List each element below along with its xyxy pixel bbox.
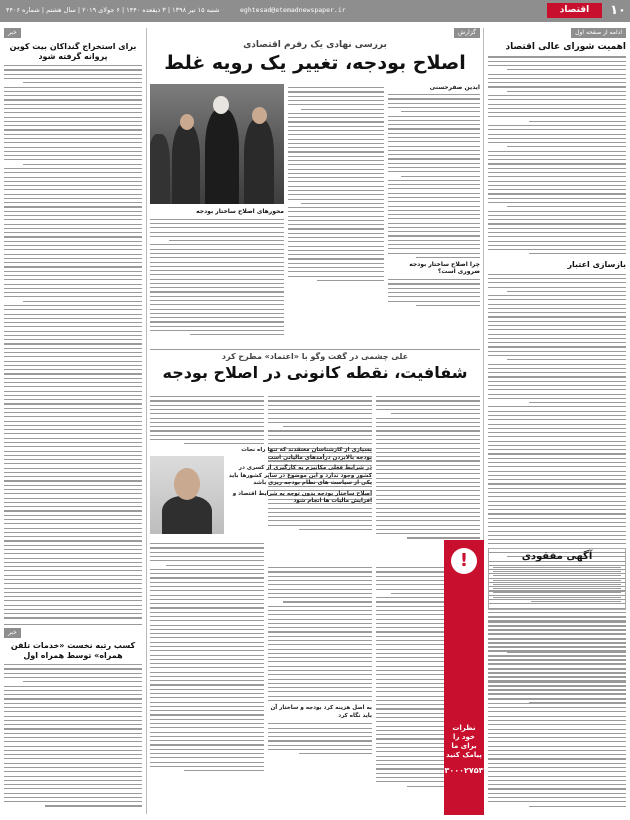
notice-body bbox=[488, 614, 626, 814]
sms-banner bbox=[444, 540, 484, 815]
center-kicker: بررسی نهادی یک رفرم اقتصادی bbox=[243, 40, 387, 50]
center-sub-2: محورهای اصلاح ساختار بودجه bbox=[196, 208, 284, 215]
cabinet-photo bbox=[150, 84, 284, 204]
left-headline-1: برای استخراج گنداکان بیت کوین پروانه گرفته شود bbox=[9, 42, 137, 61]
lost-notice-box bbox=[488, 548, 626, 610]
right-subhead: بازسازی اعتبار bbox=[567, 260, 626, 270]
section-title: اقتصاد bbox=[547, 3, 602, 18]
right-column-label: ادامه از صفحه اول bbox=[571, 28, 626, 38]
center-label: گزارش bbox=[454, 28, 480, 38]
header-dateline: شنبه ۱۵ تیر ۱۳۹۸ | ۳ ذیقعده ۱۴۴۰ | ۶ جولای ۲۰۱۹ | سال هشتم | شماره ۴۴۰۶ bbox=[6, 6, 220, 14]
interviewee-photo bbox=[150, 456, 224, 534]
interview-col6 bbox=[150, 540, 264, 814]
pull-quote-3: اصلاح ساختار بودجه بدون توجه به شرایط اقتصاد و افزایش مالیات ها انجام شود bbox=[232, 490, 372, 505]
center-body-col2 bbox=[288, 84, 384, 349]
left-label-1: خبر bbox=[4, 28, 21, 38]
left-headline-2: کسب رتبه نخست «خدمات تلفن همراه» توسط همراه اول bbox=[10, 641, 136, 660]
center-sub-3: چرا اصلاح ساختار بودجه ضروری است؟ bbox=[409, 260, 480, 276]
interview-kicker: علی چشمی در گفت وگو با «اعتماد» مطرح کرد bbox=[221, 352, 409, 361]
lost-notice-title: آگهی مفقودی bbox=[521, 551, 593, 562]
sms-number: ۳۰۰۰۲۷۵۳ bbox=[444, 766, 484, 776]
right-headline: اهمیت شورای عالی اقتصاد bbox=[505, 42, 626, 52]
info-circle-icon: ! bbox=[451, 548, 477, 574]
header-email: eghtesad@etemadnewspaper.ir bbox=[240, 6, 346, 14]
interview-headline-block bbox=[150, 352, 480, 392]
sms-text: نظرات خود را برای ما پیامک کنید bbox=[446, 724, 482, 760]
center-body-col3 bbox=[150, 208, 284, 348]
interview-col3 bbox=[150, 393, 264, 453]
center-headline-block bbox=[150, 40, 480, 82]
center-headline: اصلاح بودجه، تغییر یک رویه غلط bbox=[164, 52, 466, 74]
right-body-1 bbox=[488, 56, 626, 254]
center-byline: آیدین صفرحسنی bbox=[429, 84, 480, 91]
left-article-1 bbox=[4, 42, 142, 622]
left-label-2: خبر bbox=[4, 628, 21, 638]
interview-col1 bbox=[376, 393, 480, 561]
page-header bbox=[0, 0, 630, 22]
interview-col5 bbox=[268, 564, 372, 814]
center-body-col1 bbox=[388, 84, 480, 349]
pull-quote-1: بسیاری از کارشناسان معتقدند که تنها راه نجات بودجه بالابردن درآمدهای مالیاتی است bbox=[241, 447, 372, 461]
interview-headline: شفافیت، نقطه کانونی در اصلاح بودجه bbox=[162, 363, 468, 382]
page-number: ۱۰ bbox=[610, 3, 626, 18]
left-article-2 bbox=[4, 641, 142, 815]
pull-quote-2: در شرایط فعلی مکانیزم به کارگیری از کسری در کشور وجود ندارد و این موضوع در سایر کشورها باید یکی از سیاست های نظام بودجه ریزی باشد bbox=[228, 465, 372, 487]
pull-quote-4: به اصل هزینه کرد بودجه و ساختار آن باید نگاه کرد bbox=[270, 705, 372, 719]
